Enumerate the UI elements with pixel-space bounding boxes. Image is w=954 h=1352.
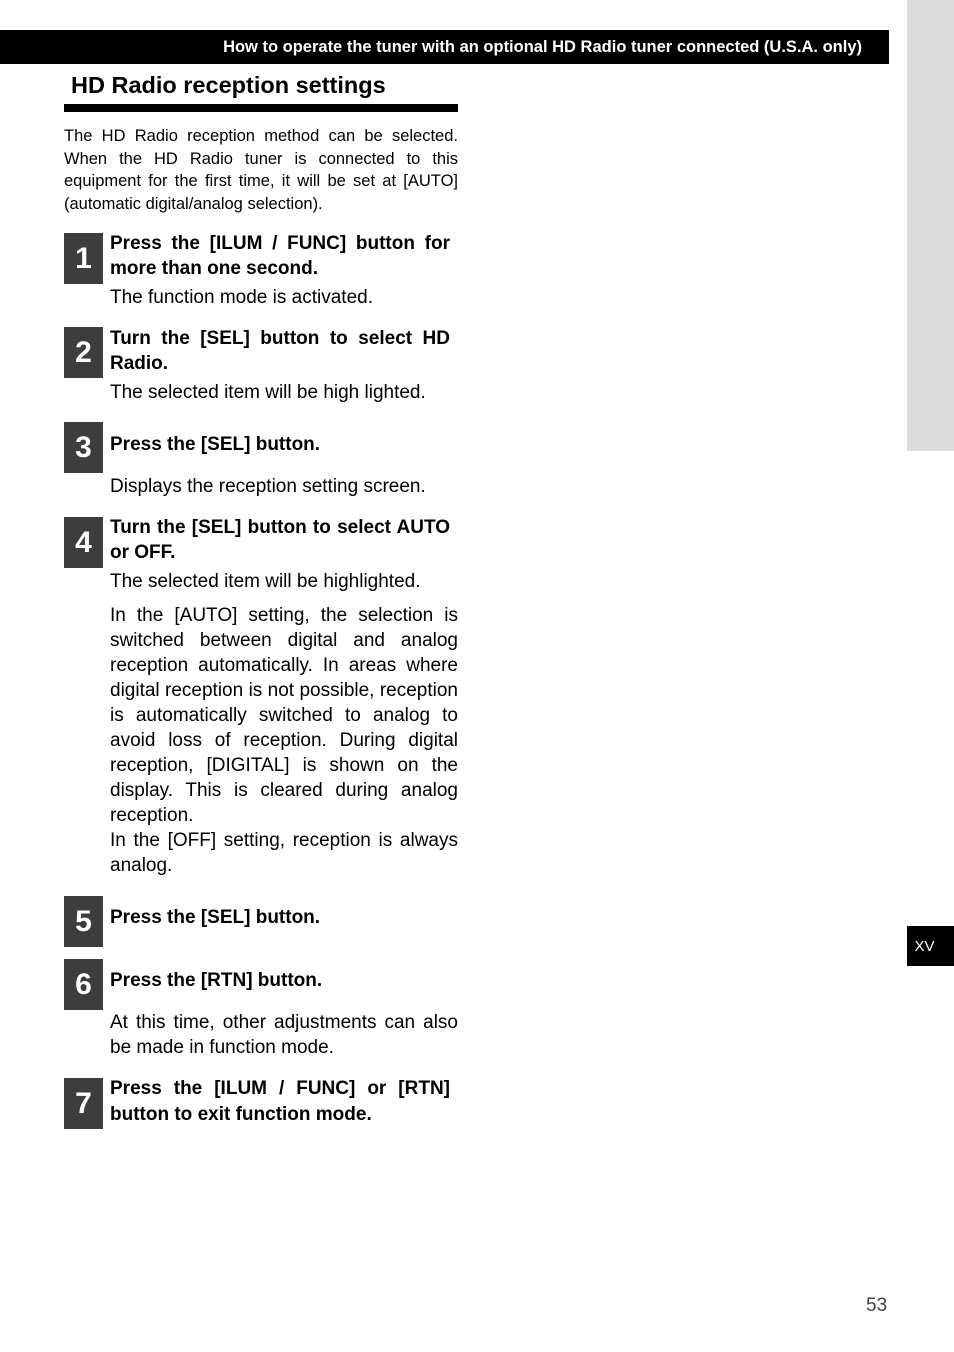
header-title: How to operate the tuner with an optional HD Radio tuner connected (U.S.A. only) xyxy=(223,38,862,56)
intro-paragraph: The HD Radio reception method can be selected. When the HD Radio tuner is connected to this equipment for the first time, it will be set at [AUTO] (automatic digital/analog selection). xyxy=(64,127,458,213)
step-text-4c: In the [OFF] setting, reception is always analog. xyxy=(110,830,458,876)
side-tab xyxy=(907,0,954,451)
step-text-1: The function mode is activated. xyxy=(110,287,373,308)
section-title: HD Radio reception settings xyxy=(71,72,386,98)
step-number-1: 1 xyxy=(64,233,103,284)
step-text-3: Displays the reception setting screen. xyxy=(110,476,426,497)
title-rule xyxy=(64,104,458,112)
step-title-7: Press the [ILUM / FUNC] or [RTN] button to exit function mode. xyxy=(110,1078,450,1125)
step-title-1: Press the [ILUM / FUNC] button for more than one second. xyxy=(110,233,450,279)
step-number-2: 2 xyxy=(64,327,103,378)
side-tab-label: XV xyxy=(907,926,954,966)
step-text-6: At this time, other adjustments can also be made in function mode. xyxy=(110,1012,458,1058)
step-number-4: 4 xyxy=(64,517,103,568)
step-title-2: Turn the [SEL] button to select HD Radio. xyxy=(110,328,450,374)
page-number: 53 xyxy=(866,1295,888,1316)
step-title-5: Press the [SEL] button. xyxy=(110,907,321,928)
step-number-7: 7 xyxy=(64,1078,103,1129)
step-text-2: The selected item will be high lighted. xyxy=(110,382,426,403)
step-number-6: 6 xyxy=(64,959,103,1010)
step-text-4a: The selected item will be highlighted. xyxy=(110,571,421,592)
step-title-3: Press the [SEL] button. xyxy=(110,434,321,455)
header-bar xyxy=(0,30,889,64)
step-title-4: Turn the [SEL] button to select AUTO or OFF. xyxy=(110,517,450,563)
step-title-6: Press the [RTN] button. xyxy=(110,970,323,991)
step-number-5: 5 xyxy=(64,896,103,947)
step-text-4b: In the [AUTO] setting, the selection is switched between digital and analog reception automatically. In areas where digital reception is not possible, reception is automatically switched to analog to avoid loss of reception. During digital reception, [DIGITAL] is shown on the display. This is cleared during analog reception. xyxy=(110,605,458,826)
step-number-3: 3 xyxy=(64,422,103,473)
